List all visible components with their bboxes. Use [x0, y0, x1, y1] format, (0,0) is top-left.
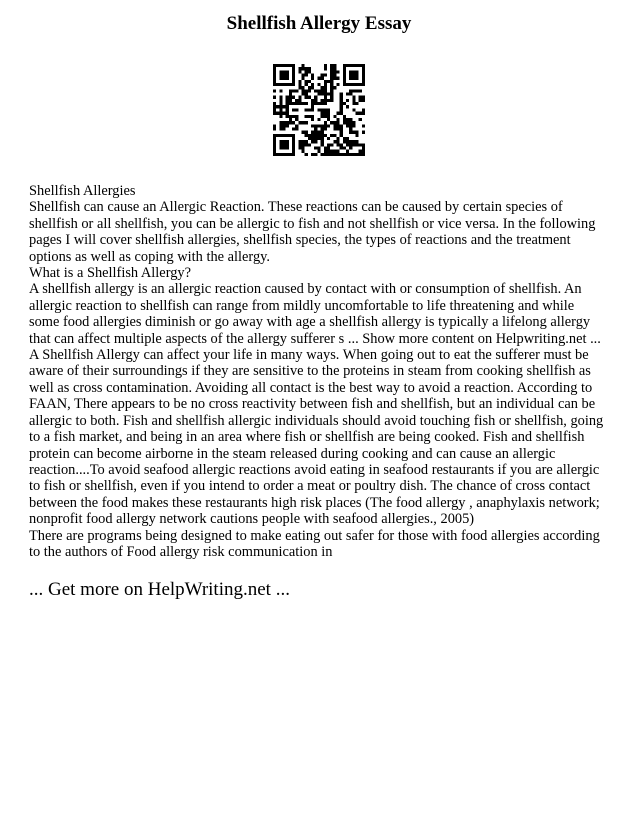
section-heading: What is a Shellfish Allergy? [29, 265, 191, 282]
paragraph: Shellfish can cause an Allergic Reaction. These reactions can be caused by certain species of shellfish or all shellfish, you can be allergic to fish and not shellfish or vice versa. In the following pages I will cover shellfish allergies, shellfish species, the types of reactions and the treatment options as well as coping with the allergy. [29, 199, 596, 265]
paragraph: A shellfish allergy is an allergic reaction caused by contact with or consumption of shellfish. An allergic reaction to shellfish can range from mildly uncomfortable to life threatening and while some food allergies diminish or go away with age a shellfish allergy is typically a lifelong allergy that can affect multiple aspects of the allergy sufferer s ... Show more content on Helpwriting.net ... [29, 281, 601, 347]
paragraph: A Shellfish Allergy can affect your life in many ways. When going out to eat the sufferer must be aware of their surroundings if they are sensitive to the proteins in steam from cooking shellfish as well as cross contamination. Avoiding all contact is the best way to avoid a reaction. According to FAAN, There appears to be no cross reactivity between fish and shellfish, but an individual can be allergic to both. Fish and shellfish allergic individuals should avoid touching fish or shellfish, going to a fish market, and being in an area where fish or shellfish are being cooked. Fish and shellfish protein can become airborne in the steam released during cooking and can cause an allergic reaction....To avoid seafood allergic reactions avoid eating in seafood restaurants if you are allergic to fish or shellfish, even if you intend to order a meat or poultry dish. The chance of cross contact between the food makes these restaurants high risk places (The food allergy , anaphylaxis network; nonprofit food allergy network cautions people with seafood allergies., 2005) [29, 347, 604, 528]
paragraph: There are programs being designed to make eating out safer for those with food allergies according to the authors of Food allergy risk communication in [29, 527, 600, 560]
get-more-link[interactable]: ... Get more on HelpWriting.net ... [29, 579, 290, 600]
qr-code-icon [273, 64, 365, 156]
section-heading: Shellfish Allergies [29, 183, 136, 199]
essay-body [29, 183, 607, 560]
page-title: Shellfish Allergy Essay [226, 13, 412, 34]
qr-code-graphic [273, 64, 365, 156]
